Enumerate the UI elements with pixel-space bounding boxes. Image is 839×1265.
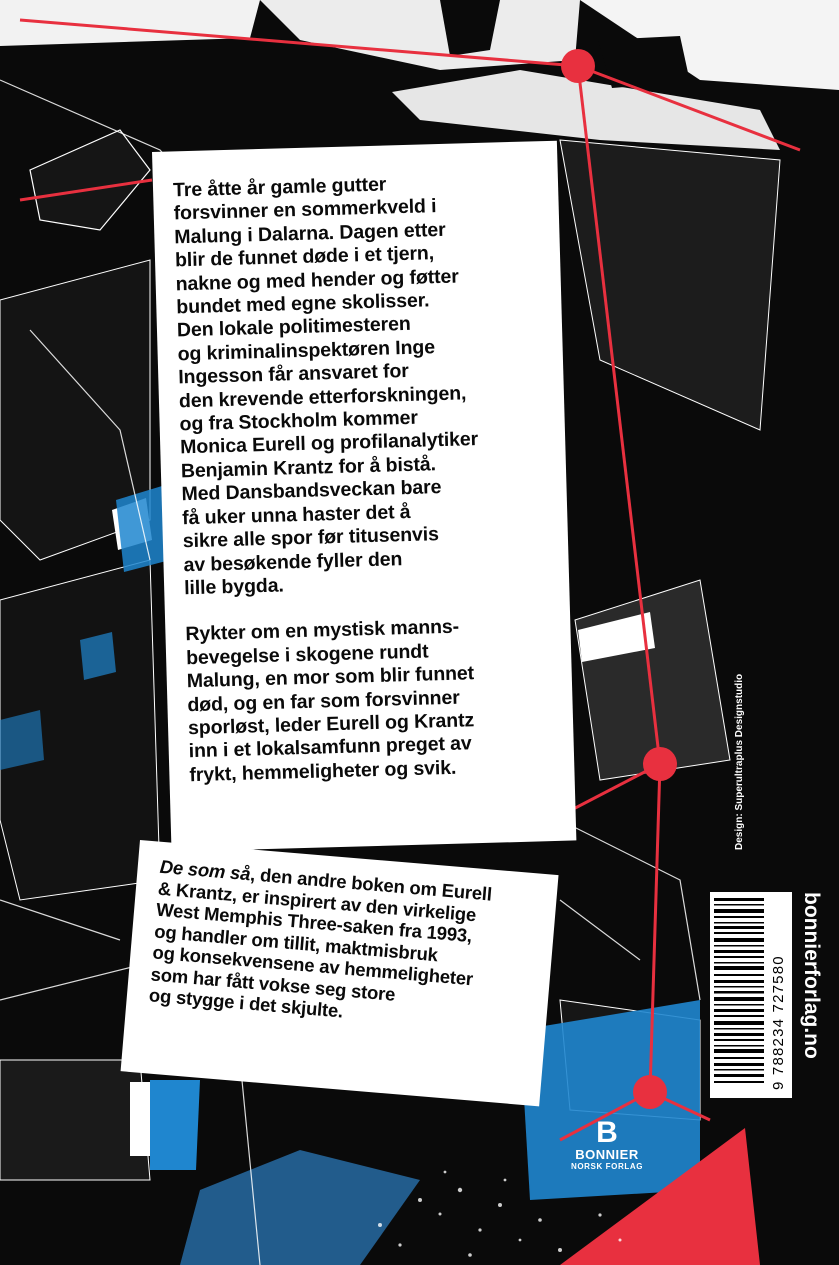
red-network-node [643,747,677,781]
quote-text [148,856,547,1038]
book-title: De som så [158,855,252,885]
publisher-logo-mark: B [596,1116,618,1149]
publisher-name: BONNIER [575,1147,639,1162]
design-credit: Design: Superultraplus Designstudio [734,673,745,850]
torn-paper-piece [260,0,580,70]
publisher-logo [568,1118,646,1172]
blurb-card [152,141,576,852]
barcode-number: 9 788234 727580 [770,955,787,1090]
blue-patch [180,1150,420,1265]
torn-paper-piece [30,130,150,230]
red-network-node [633,1075,667,1109]
blue-patch [0,710,44,770]
blurb-paragraph-2: Rykter om en mystisk manns- bevegelse i skogene rundt Malung, en mor som blir funnet død, og en far som forsvinner sporløst, leder Eurell og Krantz inn i et lokalsamfunn preget av frykt, hemmeligheter og svik. [185,615,475,786]
red-network-node [561,49,595,83]
publisher-subtitle: NORSK FORLAG [570,1162,644,1171]
gray-shard [0,1060,150,1180]
blue-patch [80,632,116,680]
blue-patch [150,1080,200,1170]
publisher-website: bonnierforlag.no [800,892,823,1059]
quote-body: , den andre boken om Eurell & Krantz, er inspirert av den virkelige West Memphis Three-saken fra 1993, og handler om tillit, maktmisbruk og konsekvensene av hemmeligheter som har fått vokse seg store og stygge i det skjulte. [148,863,493,1022]
quote-card [121,840,559,1106]
blurb-paragraph-1: Tre åtte år gamle gutter forsvinner en sommerkveld i Malung i Dalarna. Dagen etter blir de funnet døde i et tjern, nakne og med hender og føtter bundet med egne skolisser. Den lokale politimesteren og kriminalinspektøren Inge Ingesson får ansvaret for den krevende etterforskningen, og fra Stockholm kommer Monica Eurell og profilanalytiker Benjamin Krantz for å bistå. Med Dansbandsveckan bare få uker unna haster det å sikre alle spor før titusenvis av besøkende fyller den lille bygda. [172,173,479,600]
